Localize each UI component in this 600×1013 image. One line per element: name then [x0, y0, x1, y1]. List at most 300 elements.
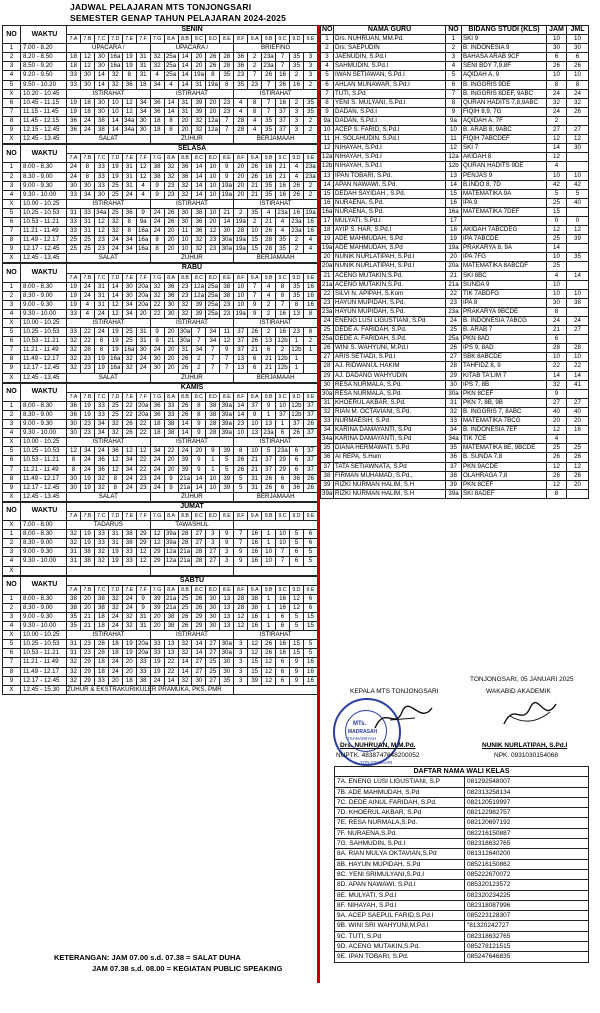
schedule-cell: 32: [164, 172, 178, 181]
schedule-cell: 38: [220, 291, 234, 300]
schedule-cell: 30: [94, 190, 108, 199]
schedule-cell: 7: [248, 282, 262, 291]
break-label: ISTIRAHAT: [67, 89, 151, 98]
homeroom-row: [335, 818, 589, 828]
teacher-no: 33: [321, 417, 334, 426]
teacher-row: [321, 335, 589, 344]
subject-no: 9a: [446, 116, 462, 125]
teacher-no: 17: [321, 216, 334, 225]
teacher-no: 18: [321, 226, 334, 235]
schedule-cell: 30: [192, 676, 206, 685]
schedule-cell: 25: [67, 245, 81, 254]
class-header: 7.C: [94, 35, 108, 44]
schedule-cell: 6: [290, 456, 304, 465]
schedule-cell: 9: [192, 420, 206, 429]
subject-no: 28: [446, 362, 462, 371]
schedule-cell: 19a: [221, 190, 232, 198]
break-label: [234, 685, 318, 694]
teacher-row: [321, 362, 589, 371]
schedule-row: [3, 291, 318, 300]
schedule-cell: 22: [136, 465, 150, 474]
schedule-row: [3, 566, 318, 575]
period-time: 10.25 - 10.53: [21, 640, 67, 649]
schedule-cell: 23: [178, 291, 192, 300]
period-no: 4: [3, 557, 21, 566]
break-label: ZUHUR: [150, 492, 234, 501]
schedule-cell: 3: [234, 640, 248, 649]
schedule-cell: 10: [206, 208, 220, 217]
schedule-cell: 25: [206, 658, 220, 667]
schedule-cell: 16: [303, 676, 317, 685]
class-header: 7.A: [67, 585, 81, 594]
teacher-total: [567, 153, 589, 162]
homeroom-row: [335, 931, 589, 941]
schedule-cell: 29: [276, 465, 290, 474]
schedule-row: [3, 438, 318, 447]
subject-no: 37: [446, 462, 462, 471]
schedule-cell: 32: [94, 483, 108, 492]
teacher-total: 12: [567, 226, 589, 235]
period-time: 11.21 - 11.49: [21, 658, 67, 667]
break-label: ZUHUR: [150, 135, 234, 144]
class-header: 7.A: [67, 35, 81, 44]
class-header: 7.F: [136, 511, 150, 520]
day-block-selasa: [2, 144, 318, 263]
schedule-row: [3, 190, 318, 199]
class-header: 8.A: [164, 585, 178, 594]
teacher-hours: 8: [547, 489, 567, 498]
schedule-cell: 31: [136, 71, 150, 80]
schedule-cell: 8: [122, 217, 136, 226]
schedule-cell: 39: [192, 300, 206, 309]
period-time: 10.25 - 10.53: [21, 328, 67, 337]
homeroom-teacher: 9D. ACENG MUTAKIN,S.Pd.: [335, 942, 465, 952]
teacher-hours: 28: [547, 344, 567, 353]
period-no: 5: [3, 208, 21, 217]
class-header: 9.C: [276, 511, 290, 520]
teacher-hours: 26: [547, 471, 567, 480]
teacher-hours: 42: [547, 180, 567, 189]
teacher-no: 16a: [322, 207, 333, 215]
schedule-cell: 19a: [193, 71, 205, 79]
teacher-total: 10: [567, 353, 589, 362]
schedule-cell: 5: [262, 447, 276, 456]
schedule-cell: 35: [262, 181, 276, 190]
schedule-cell: 23a: [277, 208, 288, 216]
schedule-row: [3, 685, 318, 694]
class-header: 8.C: [192, 35, 206, 44]
schedule-cell: 19a: [235, 236, 246, 244]
class-header: 8.B: [178, 392, 192, 401]
teacher-hours: 25: [547, 235, 567, 244]
schedule-cell: 35: [276, 236, 290, 245]
schedule-cell: 34: [94, 420, 108, 429]
teacher-total: 22: [567, 362, 589, 371]
schedule-cell: 14: [108, 291, 122, 300]
schedule-cell: 20: [178, 126, 192, 135]
schedule-cell: 14: [234, 401, 248, 410]
period-no: X: [3, 438, 21, 447]
period-no: X: [3, 199, 21, 208]
schedule-cell: 12: [108, 465, 122, 474]
schedule-cell: 20a: [137, 649, 149, 657]
subject-no: 39: [446, 480, 462, 489]
schedule-cell: 12: [136, 163, 150, 172]
schedule-cell: 10: [276, 401, 290, 410]
schedule-cell: 16: [248, 557, 262, 566]
schedule-cell: 26: [192, 594, 206, 603]
schedule-cell: 2: [192, 364, 206, 373]
teacher-hours: 12: [547, 153, 567, 162]
schedule-cell: 12: [108, 456, 122, 465]
schedule-cell: 16: [276, 181, 290, 190]
schedule-cell: 15: [303, 622, 317, 631]
teacher-total: [567, 116, 589, 125]
schedule-cell: 37: [234, 328, 248, 337]
class-header: 7.B: [80, 154, 94, 163]
teacher-no: 2: [321, 44, 334, 53]
subject-name: PKN 7, 8B, 9B: [462, 398, 547, 407]
teacher-total: 24: [567, 317, 589, 326]
schedule-cell: 26: [248, 337, 262, 346]
class-header: 8.F: [234, 154, 248, 163]
class-header: 9.E: [303, 392, 317, 401]
schedule-cell: 26: [290, 429, 304, 438]
period-time: 11.21 - 11.49: [21, 227, 67, 236]
schedule-cell: 20: [150, 622, 164, 631]
period-no: 9: [3, 126, 21, 135]
homeroom-teacher: 7G. SAHMUDIN, S.Pd.I: [335, 839, 465, 849]
schedule-cell: 25a: [207, 309, 218, 317]
schedule-cell: 9: [248, 309, 262, 318]
schedule-cell: 26: [303, 420, 317, 429]
schedule-cell: 7: [276, 53, 290, 62]
schedule-cell: 12a: [165, 548, 177, 556]
class-header: 8.E: [220, 154, 234, 163]
class-header: 9.E: [303, 273, 317, 282]
header-no: NO: [322, 26, 333, 33]
subject-name: MATEMATIKA 7DEF: [462, 207, 547, 216]
subject-no: 23a: [446, 307, 462, 316]
schedule-cell: 29: [150, 548, 164, 557]
schedule-cell: 19: [80, 474, 94, 483]
schedule-row: [3, 236, 318, 245]
teacher-total: 10: [567, 71, 589, 80]
schedule-cell: 34: [192, 346, 206, 355]
schedule-cell: 38: [220, 282, 234, 291]
header-nama: NAMA GURU: [334, 26, 446, 35]
class-header: 8.C: [192, 585, 206, 594]
schedule-cell: 9: [164, 474, 178, 483]
class-header: 7.F: [136, 35, 150, 44]
schedule-row: [3, 447, 318, 456]
homeroom-teacher: 7F. NURAENA,S.Pd.: [335, 828, 465, 838]
schedule-cell: 9a: [136, 217, 150, 226]
teacher-row: [321, 380, 589, 389]
class-header: 7.G: [150, 585, 164, 594]
schedule-cell: 8: [150, 245, 164, 254]
schedule-cell: 10: [234, 429, 248, 438]
schedule-cell: 12: [108, 300, 122, 309]
subject-name: PRAKARYA 8, 9A: [462, 244, 547, 253]
subject-name: SKI 9: [462, 35, 547, 44]
teacher-no: 38: [321, 471, 334, 480]
schedule-cell: 32: [67, 337, 81, 346]
schedule-cell: 31: [94, 282, 108, 291]
schedule-cell: 26: [192, 603, 206, 612]
class-header: 7.C: [94, 585, 108, 594]
subject-no: 2: [446, 44, 462, 53]
period-no: 6: [3, 456, 21, 465]
class-header: 8.A: [164, 392, 178, 401]
period-time: 7.00 - 8.20: [21, 44, 67, 53]
schedule-cell: 19: [94, 355, 108, 364]
class-header: 7.C: [94, 154, 108, 163]
teacher-name: AJ. RIDWANUL HAKIM: [334, 362, 446, 371]
teacher-hours: 8: [547, 80, 567, 89]
homeroom-title: DAFTAR NAMA WALI KELAS: [335, 767, 589, 777]
schedule-cell: 5: [234, 483, 248, 492]
schedule-cell: 10: [108, 107, 122, 116]
period-no: 9: [3, 364, 21, 373]
schedule-cell: 23: [94, 245, 108, 254]
homeroom-teacher: 7E. RESA NURMALA,S.Pd.: [335, 818, 465, 828]
schedule-cell: 26: [234, 456, 248, 465]
schedule-cell: 3: [234, 676, 248, 685]
schedule-cell: 14: [192, 483, 206, 492]
schedule-row: [3, 346, 318, 355]
schedule-cell: 36: [150, 401, 164, 410]
teacher-row: [321, 153, 589, 162]
teacher-row: [321, 444, 589, 453]
teacher-no: 12b: [322, 162, 333, 170]
schedule-cell: 14: [94, 71, 108, 80]
schedule-cell: 31: [122, 172, 136, 181]
homeroom-row: [335, 839, 589, 849]
teacher-total: 10: [567, 289, 589, 298]
schedule-cell: 18: [94, 622, 108, 631]
class-header: 9.C: [276, 35, 290, 44]
schedule-cell: 35: [262, 116, 276, 125]
schedule-row: [3, 62, 318, 71]
schedule-cell: 23a: [263, 53, 274, 61]
schedule-cell: 19: [67, 291, 81, 300]
schedule-cell: 12: [122, 98, 136, 107]
subject-name: FIQIH 7ABCDEF: [462, 135, 547, 144]
schedule-cell: 9: [262, 401, 276, 410]
day-block-jumat: [2, 502, 318, 576]
schedule-row: [3, 456, 318, 465]
homeroom-row: [335, 911, 589, 921]
teacher-hours: 20: [547, 417, 567, 426]
schedule-cell: 35: [220, 676, 234, 685]
teacher-hours: 32: [547, 98, 567, 107]
schedule-cell: 36: [150, 98, 164, 107]
period-time: 10.00 - 10.25: [21, 438, 67, 447]
schedule-cell: 19: [80, 530, 94, 539]
period-no: 6: [3, 217, 21, 226]
schedule-cell: 22: [164, 667, 178, 676]
schedule-cell: 33: [67, 227, 81, 236]
period-time: 8.00 - 8.30: [21, 163, 67, 172]
schedule-cell: 8: [80, 172, 94, 181]
schedule-cell: 33: [67, 190, 81, 199]
schedule-cell: 6: [276, 483, 290, 492]
period-no: 6: [3, 649, 21, 658]
schedule-cell: 10: [262, 548, 276, 557]
period-time: 11.49 - 12.17: [21, 355, 67, 364]
schedule-cell: 30: [164, 300, 178, 309]
break-label: ISTIRAHAT: [67, 319, 151, 328]
schedule-row: [3, 594, 318, 603]
period-time: 12.17 - 12.45: [21, 245, 67, 254]
schedule-cell: 8: [80, 163, 94, 172]
subject-name: AKIDAH 7ABCDEG: [462, 226, 547, 235]
schedule-cell: 32: [108, 603, 122, 612]
schedule-cell: 36: [122, 208, 136, 217]
schedule-cell: 29: [192, 622, 206, 631]
schedule-cell: 2: [303, 181, 317, 190]
schedule-cell: 23: [248, 80, 262, 89]
class-header: 7.D: [108, 273, 122, 282]
schedule-cell: 33: [150, 640, 164, 649]
schedule-cell: 26: [290, 190, 304, 199]
schedule-cell: 14: [164, 98, 178, 107]
schedule-cell: 3: [220, 548, 234, 557]
schedule-cell: 26: [178, 622, 192, 631]
schedule-cell: 24: [150, 483, 164, 492]
schedule-row: [3, 282, 318, 291]
schedule-cell: 19: [122, 649, 136, 658]
period-time: 10.00 - 10.25: [21, 319, 67, 328]
schedule-cell: 12: [206, 227, 220, 236]
schedule-row: [3, 44, 318, 53]
schedule-cell: 19: [67, 107, 81, 116]
subject-name: FIQIH 8,9, 7G: [462, 107, 547, 116]
period-time: 8.50 - 9.20: [21, 62, 67, 71]
schedule-cell: 32: [122, 364, 136, 373]
subject-no: 26: [446, 344, 462, 353]
schedule-row: [3, 355, 318, 364]
teacher-row: [321, 262, 589, 271]
schedule-cell: 34a: [124, 126, 135, 134]
schedule-cell: 10: [276, 530, 290, 539]
schedule-cell: 13: [234, 355, 248, 364]
schedule-cell: 32: [94, 548, 108, 557]
schedule-cell: 32: [67, 658, 81, 667]
teacher-total: 35: [567, 253, 589, 262]
class-header: 8.B: [178, 585, 192, 594]
schedule-cell: 32: [94, 474, 108, 483]
schedule-cell: 37: [234, 337, 248, 346]
schedule-cell: 30: [122, 291, 136, 300]
schedule-cell: 2: [234, 208, 248, 217]
teacher-no: 6: [321, 80, 334, 89]
subject-name: B. SUNDA 7,8: [462, 453, 547, 462]
schedule-cell: 32: [108, 80, 122, 89]
schedule-cell: 29: [276, 456, 290, 465]
teacher-row: [321, 317, 589, 326]
schedule-cell: 38: [94, 594, 108, 603]
header-waktu: WAKTU: [21, 264, 67, 282]
schedule-cell: 28: [178, 539, 192, 548]
homeroom-teacher: 9B. WINI SRI WAHYUNI,M.Pd.I: [335, 921, 465, 931]
teacher-name: RIZKI NURMAN HALIM, S.H: [334, 489, 446, 498]
day-block-senin: [2, 25, 318, 144]
schedule-cell: 31: [136, 62, 150, 71]
schedule-row: [3, 328, 318, 337]
schedule-cell: 10: [248, 420, 262, 429]
class-header: 8.E: [220, 392, 234, 401]
schedule-cell: 21: [262, 364, 276, 373]
schedule-cell: 9: [248, 410, 262, 419]
period-no: X: [3, 685, 21, 694]
period-no: 5: [3, 80, 21, 89]
schedule-cell: 13: [220, 613, 234, 622]
schedule-cell: 26: [178, 355, 192, 364]
schedule-cell: 34: [122, 465, 136, 474]
schedule-cell: 25a: [207, 291, 218, 299]
schedule-cell: 26: [262, 474, 276, 483]
schedule-cell: 35: [303, 98, 317, 107]
schedule-cell: 9: [234, 548, 248, 557]
teacher-hours: 10: [547, 35, 567, 44]
teacher-total: 14: [567, 371, 589, 380]
schedule-cell: 9: [192, 456, 206, 465]
schedule-cell: 36: [150, 107, 164, 116]
schedule-cell: 23: [136, 474, 150, 483]
period-no: 7: [3, 107, 21, 116]
schedule-cell: 25: [122, 328, 136, 337]
schedule-cell: 26: [262, 71, 276, 80]
schedule-cell: 24: [80, 116, 94, 125]
teacher-row: [321, 62, 589, 71]
schedule-cell: 8: [67, 465, 81, 474]
period-time: 12.17 - 12.45: [21, 364, 67, 373]
teacher-row: [321, 298, 589, 307]
schedule-cell: 19: [80, 539, 94, 548]
break-label: BRIEFING: [234, 44, 318, 53]
schedule-cell: 20: [164, 227, 178, 236]
schedule-cell: 36: [94, 456, 108, 465]
schedule-cell: 14: [94, 80, 108, 89]
schedule-cell: 18: [150, 420, 164, 429]
homeroom-row: [335, 880, 589, 890]
schedule-cell: 21: [220, 208, 234, 217]
schedule-cell: 33: [164, 410, 178, 419]
schedule-cell: 21: [164, 337, 178, 346]
homeroom-phone: 085216150862: [465, 859, 589, 869]
schedule-cell: 31: [80, 217, 94, 226]
schedule-cell: 1: [276, 420, 290, 429]
schedule-row: [3, 71, 318, 80]
period-time: 10.20 - 10.45: [21, 89, 67, 98]
schedule-cell: 36: [290, 474, 304, 483]
schedule-cell: 36: [192, 227, 206, 236]
schedule-cell: 12: [80, 53, 94, 62]
subject-no: 25a: [446, 335, 462, 344]
period-time: 10.53 - 11.21: [21, 217, 67, 226]
schedule-cell: 37: [276, 410, 290, 419]
teacher-no: 22: [321, 289, 334, 298]
schedule-cell: 28: [206, 420, 220, 429]
subject-no: 12b: [446, 162, 462, 171]
schedule-cell: 20: [164, 355, 178, 364]
schedule-cell: 32: [178, 181, 192, 190]
teacher-total: 6: [567, 53, 589, 62]
schedule-cell: 8: [303, 309, 317, 318]
schedule-cell: 5: [303, 548, 317, 557]
